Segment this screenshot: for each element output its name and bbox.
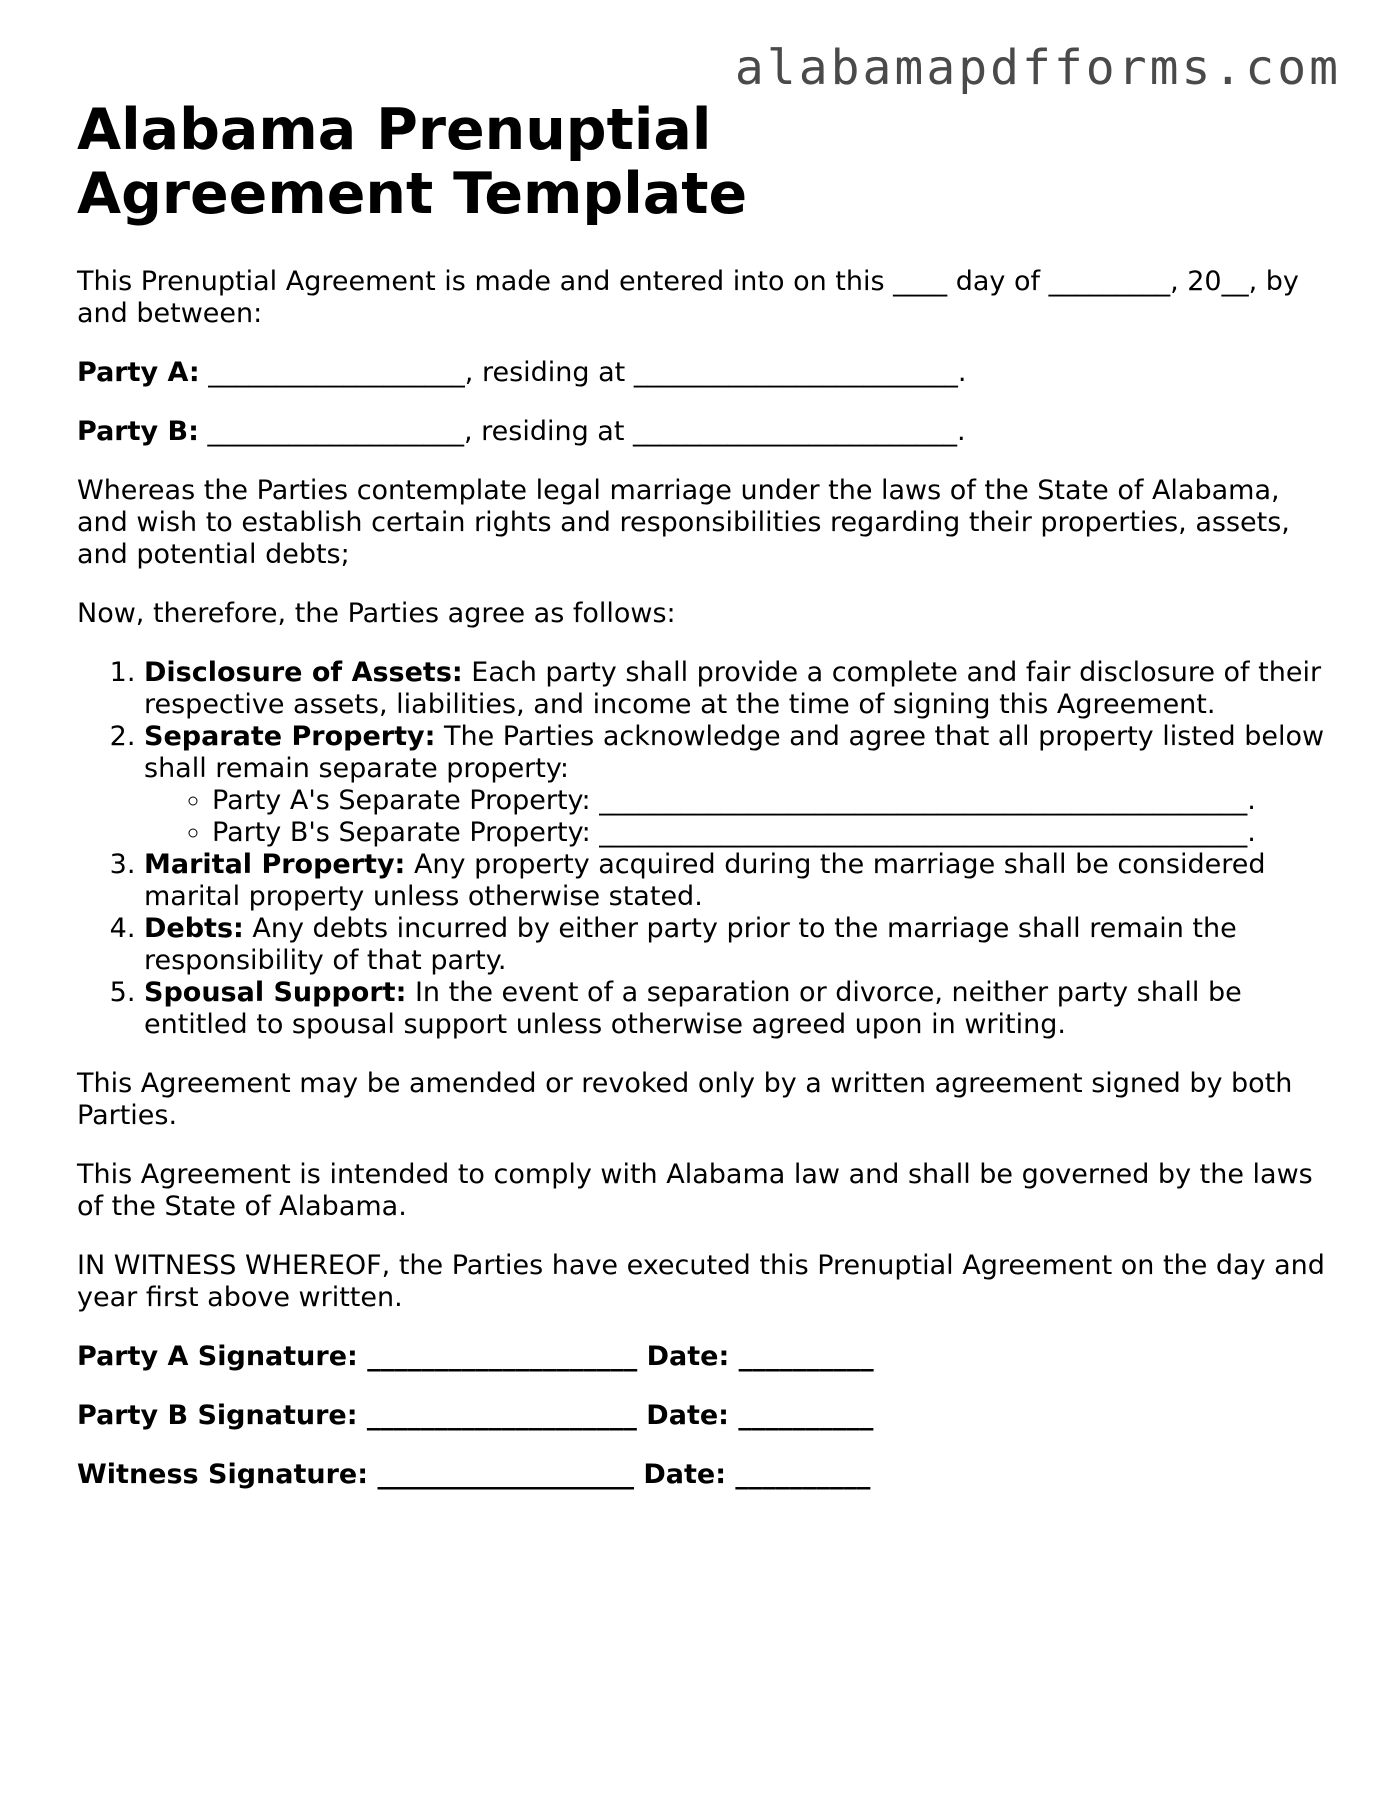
site-watermark: alabamapdfforms.com — [734, 40, 1341, 96]
party-b-blanks: ___________________, residing at ________________________. — [198, 416, 966, 447]
party-a-blanks: ___________________, residing at ________________________. — [199, 357, 967, 388]
term-item — [144, 721, 1327, 849]
term-heading: Disclosure of Assets: — [144, 657, 463, 688]
party-a-signature-line: Party A Signature: ____________________ Date: __________ — [77, 1341, 874, 1372]
party-a-line — [77, 357, 1327, 389]
amendment-paragraph: This Agreement may be amended or revoked only by a written agreement signed by both Parties. — [77, 1068, 1293, 1131]
party-b-line — [77, 416, 1327, 448]
term-item — [144, 977, 1327, 1041]
separate-property-list — [144, 785, 1327, 849]
term-heading: Spousal Support: — [144, 977, 407, 1008]
party-a-label: Party A: — [77, 357, 200, 388]
term-text: In the event of a separation or divorce, neither party shall be entitled to spousal support unless otherwise agreed upon in writing. — [144, 977, 1242, 1040]
term-text: Any property acquired during the marriage shall be considered marital property unless otherwise stated. — [144, 849, 1266, 912]
terms-list — [77, 657, 1327, 1041]
term-text: Each party shall provide a complete and fair disclosure of their respective assets, liabilities, and income at the time of signing this Agreement. — [144, 657, 1322, 720]
governing-law-paragraph: This Agreement is intended to comply with Alabama law and shall be governed by the laws of the State of Alabama. — [77, 1159, 1313, 1222]
whereas-paragraph: Whereas the Parties contemplate legal marriage under the laws of the State of Alabama, and wish to establish certain rights and responsibilities regarding their properties, assets, and potential debts; — [77, 475, 1290, 570]
now-therefore-paragraph: Now, therefore, the Parties agree as follows: — [77, 598, 676, 629]
term-item — [144, 657, 1327, 721]
intro-paragraph: This Prenuptial Agreement is made and entered into on this ____ day of _________, 20__, by and between: — [77, 266, 1299, 329]
separate-property-item: ◦ Party A's Separate Property: ________________________________________________. — [212, 785, 1327, 817]
term-text: The Parties acknowledge and agree that all property listed below shall remain separate property: — [144, 721, 1325, 784]
separate-property-item: ◦ Party B's Separate Property: ________________________________________________. — [212, 817, 1327, 849]
term-heading: Separate Property: — [144, 721, 436, 752]
witness-signature-line: Witness Signature: ___________________ Date: __________ — [77, 1459, 871, 1490]
term-heading: Marital Property: — [144, 849, 406, 880]
term-item — [144, 913, 1327, 977]
party-b-signature-line: Party B Signature: ____________________ Date: __________ — [77, 1400, 874, 1431]
term-heading: Debts: — [144, 913, 244, 944]
page-title: Alabama Prenuptial Agreement Template — [77, 97, 748, 227]
term-item — [144, 849, 1327, 913]
document-page — [77, 98, 1327, 1491]
witness-clause: IN WITNESS WHEREOF, the Parties have executed this Prenuptial Agreement on the day and year first above written. — [77, 1250, 1325, 1313]
term-text: Any debts incurred by either party prior to the marriage shall remain the responsibility of that party. — [144, 913, 1237, 976]
party-b-label: Party B: — [77, 416, 199, 447]
